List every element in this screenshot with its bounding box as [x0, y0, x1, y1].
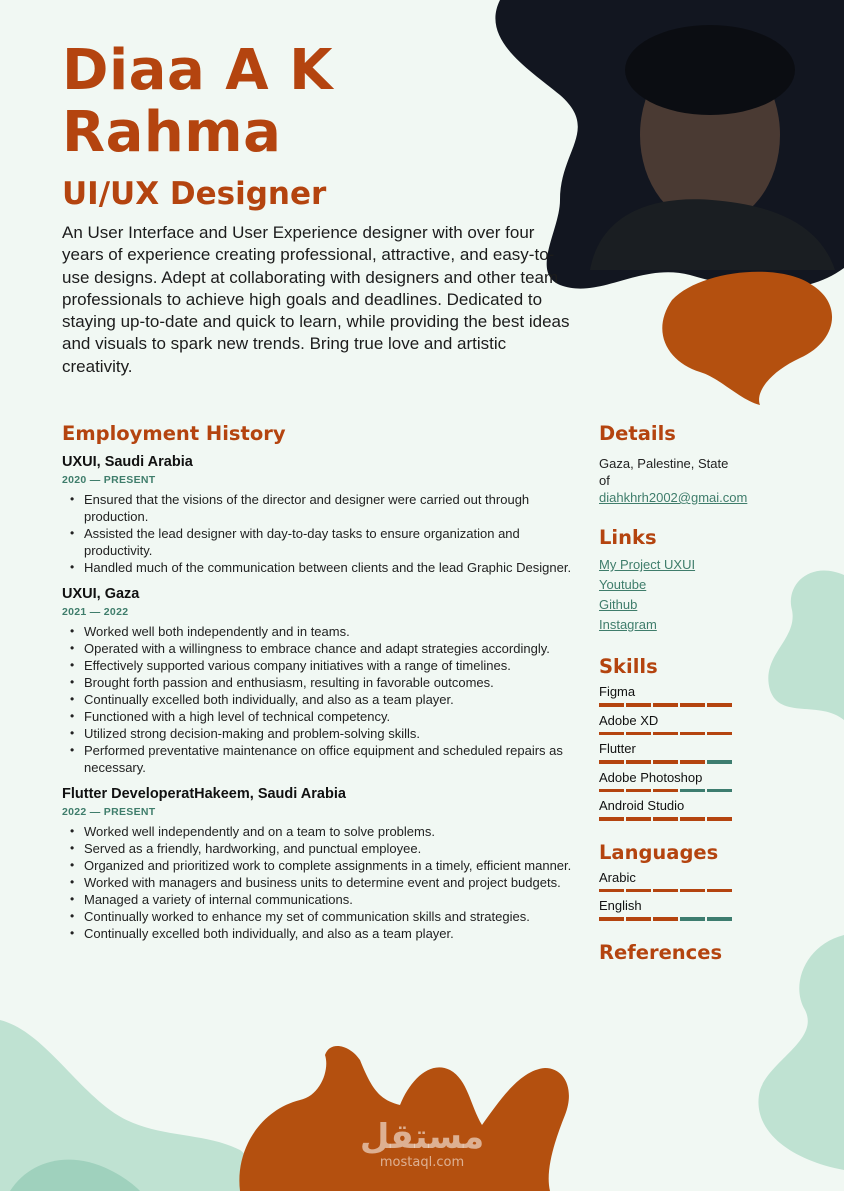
level-segment [599, 889, 624, 893]
level-bar [599, 817, 732, 821]
job-bullets [62, 823, 582, 942]
link-item[interactable]: Instagram [599, 617, 657, 632]
job-title: UXUI, Gaza [62, 586, 140, 602]
link-item[interactable]: My Project UXUI [599, 557, 696, 572]
level-segment [599, 703, 624, 707]
level-bar [599, 889, 732, 893]
level-segment [599, 817, 624, 821]
languages-section [599, 841, 739, 921]
job-bullet: • Continually excelled both individually, and also as a team player. [62, 925, 582, 942]
job-bullet: • Assisted the lead designer with day-to-day tasks to ensure organization and productivity. [62, 525, 582, 559]
level-segment [653, 789, 678, 793]
job-bullet: • Served as a friendly, hardworking, and punctual employee. [62, 840, 582, 857]
level-segment [707, 732, 732, 736]
level-segment [680, 760, 705, 764]
level-segment [653, 817, 678, 821]
level-segment [653, 917, 678, 921]
level-bar [599, 703, 732, 707]
job-bullet: • Functioned with a high level of technical competency. [62, 708, 582, 725]
job-bullet: • Utilized strong decision-making and problem-solving skills. [62, 725, 582, 742]
skill-name: Figma [599, 684, 636, 699]
references-heading: References [599, 940, 723, 964]
level-bar [599, 760, 732, 764]
level-segment [599, 760, 624, 764]
level-bar [599, 917, 732, 921]
level-segment [680, 817, 705, 821]
level-segment [680, 889, 705, 893]
links-section [599, 526, 739, 635]
level-segment [680, 732, 705, 736]
level-segment [707, 760, 732, 764]
level-segment [599, 732, 624, 736]
employment-history-heading: Employment History [62, 422, 286, 445]
skills-list [599, 684, 739, 821]
level-segment [680, 917, 705, 921]
job-bullet: • Organized and prioritized work to complete assignments in a timely, efficient manner. [62, 857, 582, 874]
links-list [599, 555, 739, 635]
skill-item [599, 684, 739, 707]
skill-item [599, 770, 739, 793]
languages-list [599, 870, 739, 921]
job-entry [62, 452, 582, 576]
level-segment [680, 703, 705, 707]
level-segment [599, 789, 624, 793]
level-segment [599, 917, 624, 921]
level-bar [599, 789, 732, 793]
job-bullet: • Worked well independently and on a team to solve problems. [62, 823, 582, 840]
job-bullet: • Worked well both independently and in teams. [62, 623, 582, 640]
job-date: 2020 — PRESENT [62, 474, 156, 486]
job-entry [62, 784, 582, 942]
job-bullet: • Brought forth passion and enthusiasm, resulting in favorable outcomes. [62, 674, 582, 691]
level-segment [626, 789, 651, 793]
job-date: 2022 — PRESENT [62, 806, 156, 818]
job-bullets [62, 623, 582, 776]
employment-list [62, 452, 582, 950]
level-segment [653, 732, 678, 736]
job-bullet: • Handled much of the communication between clients and the lead Graphic Designer. [62, 559, 582, 576]
skill-name: Android Studio [599, 798, 685, 813]
skills-section [599, 655, 739, 821]
job-bullet: • Performed preventative maintenance on office equipment and scheduled repairs as necessary. [62, 742, 582, 776]
job-title: Flutter DeveloperatHakeem, Saudi Arabia [62, 786, 346, 802]
skills-heading: Skills [599, 655, 658, 678]
language-item [599, 898, 739, 921]
details-section [599, 422, 748, 506]
candidate-role: UI/UX Designer [62, 176, 327, 212]
summary-paragraph: An User Interface and User Experience designer with over four years of experience creating professional, attractive, and easy-to-use designs. Adept at collaborating with designers and other team professionals to achieve high goals and deadlines. Dedicated to staying up-to-date and quick to learn, while providing the best ideas and visuals to spark new trends. Bring true love and artistic creativity. [62, 223, 570, 376]
skill-name: Flutter [599, 741, 636, 756]
level-segment [653, 889, 678, 893]
level-segment [626, 732, 651, 736]
job-bullets [62, 491, 582, 576]
details-heading: Details [599, 422, 676, 445]
level-segment [707, 703, 732, 707]
job-entry [62, 584, 582, 776]
level-segment [653, 703, 678, 707]
address-text: Gaza, Palestine, State of [599, 456, 729, 488]
level-segment [707, 817, 732, 821]
watermark-url: mostaql.com [379, 1155, 465, 1170]
level-bar [599, 732, 732, 736]
level-segment [707, 889, 732, 893]
level-segment [653, 760, 678, 764]
skill-name: Adobe Photoshop [599, 769, 703, 785]
language-name: Arabic [599, 869, 636, 885]
job-bullet: • Continually excelled both individually, and also as a team player. [62, 691, 582, 708]
skill-item [599, 741, 739, 764]
skill-item [599, 798, 739, 821]
level-segment [626, 917, 651, 921]
level-segment [626, 817, 651, 821]
language-item [599, 870, 739, 893]
skill-item [599, 713, 739, 736]
sidebar [599, 422, 748, 984]
job-date: 2021 — 2022 [62, 606, 129, 618]
watermark-logo: مستقل [359, 1117, 485, 1157]
candidate-name: Diaa A K Rahma [62, 38, 333, 165]
skill-name: Adobe XD [599, 712, 659, 728]
email-link[interactable]: diahkhrh2002@gmai.com [599, 490, 748, 505]
level-segment [626, 703, 651, 707]
job-bullet: • Managed a variety of internal communications. [62, 891, 582, 908]
language-name: English [599, 898, 642, 913]
level-segment [707, 917, 732, 921]
link-item[interactable]: Youtube [599, 577, 647, 592]
job-bullet: • Continually worked to enhance my set of communication skills and strategies. [62, 908, 582, 925]
level-segment [626, 889, 651, 893]
level-segment [707, 789, 732, 793]
references-section [599, 941, 739, 964]
job-bullet: • Operated with a willingness to embrace chance and adapt strategies accordingly. [62, 640, 582, 657]
job-bullet: • Worked with managers and business units to determine event and project budgets. [62, 874, 582, 891]
level-segment [680, 789, 705, 793]
languages-heading: Languages [599, 840, 719, 864]
job-bullet: • Effectively supported various company initiatives with a range of timelines. [62, 657, 582, 674]
level-segment [626, 760, 651, 764]
links-heading: Links [599, 526, 657, 549]
link-item[interactable]: Github [599, 597, 638, 612]
job-title: UXUI, Saudi Arabia [62, 454, 193, 470]
job-bullet: • Ensured that the visions of the director and designer were carried out through production. [62, 491, 582, 525]
